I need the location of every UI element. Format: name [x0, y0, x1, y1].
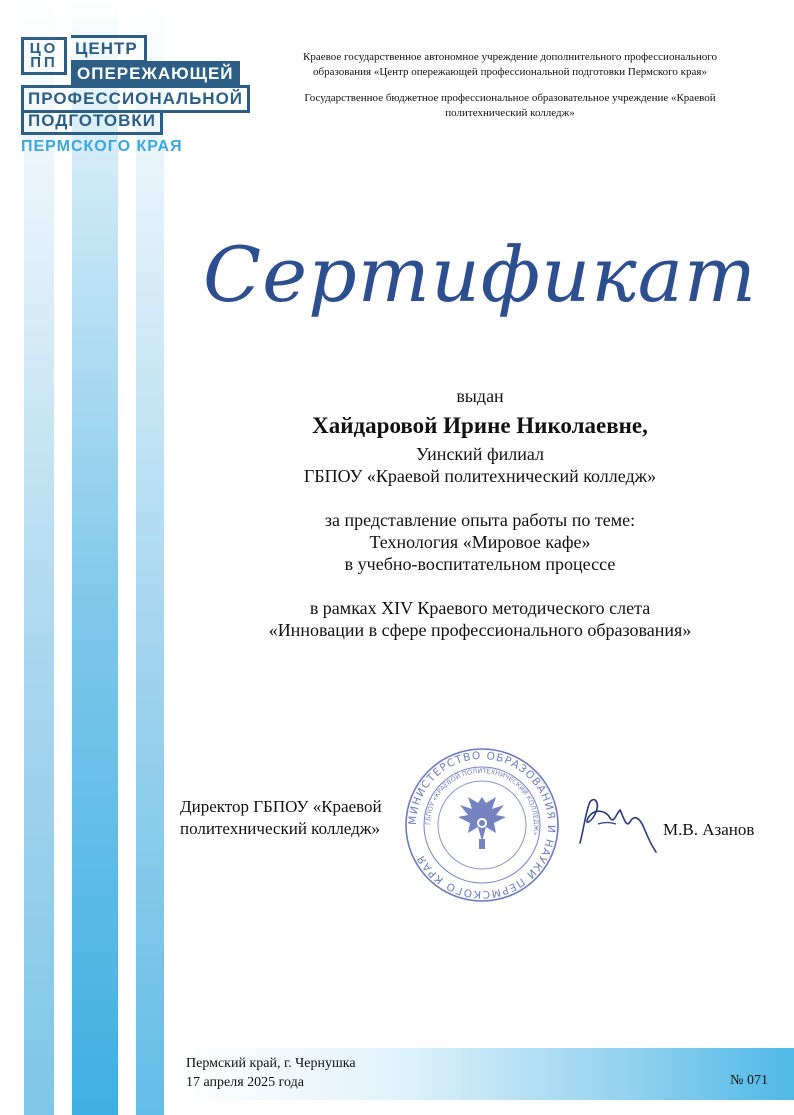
decor-stripe-3: [136, 0, 164, 1115]
issuer-org-2: Государственное бюджетное профессиональное образовательное учреждение «Краевой политехнический колледж»: [304, 92, 716, 119]
reason-line-2: Технология «Мировое кафе»: [369, 532, 591, 552]
issue-date: 17 апреля 2025 года: [186, 1075, 304, 1090]
certificate-title: Сертификат: [203, 230, 757, 319]
logo-line-3: ПРОФЕССИОНАЛЬНОЙ: [21, 85, 250, 113]
stamp-outer-text: МИНИСТЕРСТВО ОБРАЗОВАНИЯ И НАУКИ ПЕРМСКОГО КРАЯ: [406, 749, 558, 901]
recipient-name: Хайдаровой Ирине Николаевне,: [312, 413, 648, 438]
logo-line-4: ПОДГОТОВКИ: [21, 110, 163, 135]
certificate-body: [200, 385, 760, 641]
signatory-name: М.В. Азанов: [663, 820, 755, 839]
official-stamp-icon: [402, 745, 562, 905]
issue-place-date: [186, 1054, 356, 1092]
reason-line-3: в учебно-воспитательном процессе: [344, 554, 616, 574]
certificate-number: № 071: [730, 1073, 768, 1088]
reason-line-1: за представление опыта работы по теме:: [324, 510, 636, 530]
logo-line-5: ПЕРМСКОГО КРАЯ: [21, 138, 183, 155]
signatory-role-line-2: политехнический колледж»: [180, 819, 381, 838]
logo-line-1: ЦЕНТР: [71, 35, 147, 63]
handwritten-signature-icon: [570, 788, 660, 858]
issued-label: выдан: [456, 386, 504, 406]
issuer-header: [280, 50, 740, 132]
issuer-org-1: Краевое государственное автономное учреждение дополнительного профессионального образования «Центр опережающей профессиональной подготовки Пермского края»: [303, 51, 717, 78]
logo-emblem: ЦО ПП: [21, 37, 67, 75]
decor-stripe-2: [72, 0, 118, 1115]
affiliation-line-2: ГБПОУ «Краевой политехнический колледж»: [303, 466, 657, 486]
issue-place: Пермский край, г. Чернушка: [186, 1056, 356, 1071]
event-line-1: в рамках XIV Краевого методического слета: [309, 598, 651, 618]
logo-line-2: ОПЕРЕЖАЮЩЕЙ: [71, 61, 240, 87]
decor-stripe-1: [24, 0, 54, 1115]
affiliation-line-1: Уинский филиал: [416, 444, 544, 464]
stamp-inner-text: ГБПОУ «КРАЕВОЙ ПОЛИТЕХНИЧЕСКИЙ КОЛЛЕДЖ»: [423, 766, 541, 837]
signatory-role-line-1: Директор ГБПОУ «Краевой: [180, 797, 382, 816]
signatory-role: [180, 796, 420, 840]
organization-logo: [18, 34, 263, 156]
event-line-2: «Инновации в сфере профессионального образования»: [268, 620, 692, 640]
